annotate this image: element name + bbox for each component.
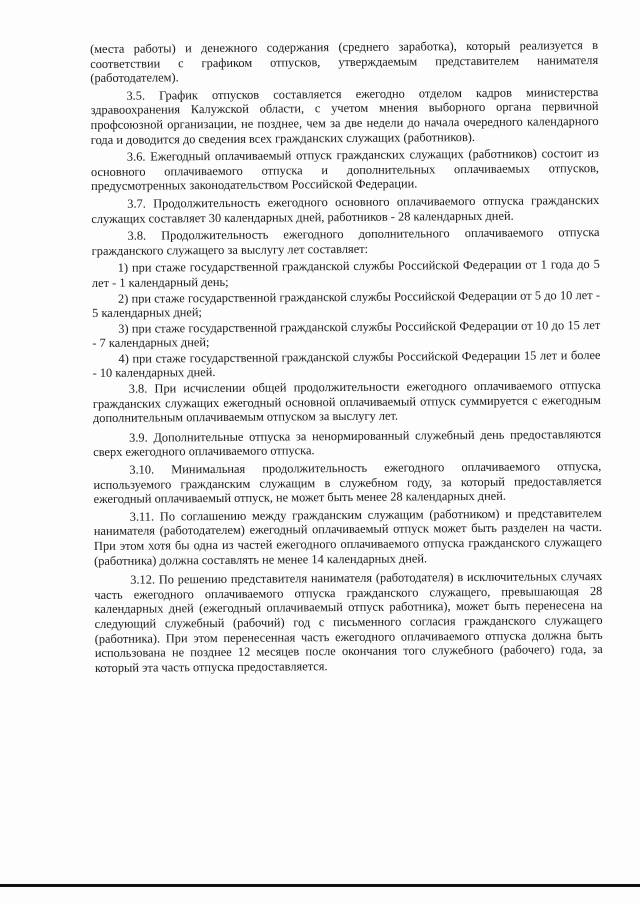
paragraph-3-6: 3.6. Ежегодный оплачиваемый отпуск гражданских служащих (работников) состоит из основного оплачиваемого отпуска и дополнительных оплачиваемых отпусков, предусмотренных законодательством Российской Федерации.	[90, 146, 600, 194]
list-item-3: 3) при стаже государственной гражданской службы Российской Федерации от 10 до 15 лет - 7 календарных дней;	[92, 317, 601, 351]
document-body	[90, 38, 603, 678]
scan-bottom-edge	[0, 884, 640, 887]
list-item-1: 1) при стаже государственной гражданской службы Российской Федерации от 1 года до 5 лет - 1 календарный день;	[91, 257, 600, 290]
paragraph-3-9: 3.9. Дополнительные отпуска за ненормированный служебный день предоставляются сверх ежегодного оплачиваемого отпуска.	[93, 426, 602, 460]
paragraph-3-7: 3.7. Продолжительность ежегодного основного оплачиваемого отпуска гражданских служащих составляет 30 календарных дней, работников - 28 календарных дней.	[91, 192, 600, 226]
paragraph-3-8-seniority: 3.8. Продолжительность ежегодного дополнительного оплачиваемого отпуска гражданского служащего за выслугу лет составляет:	[91, 225, 600, 258]
list-item-4: 4) при стаже государственной гражданской службы Российской Федерации 15 лет и более - 10 календарных дней.	[92, 347, 601, 381]
paragraph-3-10: 3.10. Минимальная продолжительность ежегодного оплачиваемого отпуска, используемого гражданским служащим в служебном году, за который предоставляется ежегодный оплачиваемый отпуск, не может быть менее 28 календарных дней.	[93, 459, 602, 507]
paragraph-3-8-summation: 3.8. При исчислении общей продолжительности ежегодного оплачиваемого отпуска гражданских служащих ежегодный основной оплачиваемый отпуск суммируется с ежегодным дополнительным оплачиваемым отпуском за выслугу лет.	[92, 378, 601, 426]
paragraph-3-12: 3.12. По решению представителя нанимателя (работодателя) в исключительных случаях часть ежегодного оплачиваемого отпуска гражданского служащего, превышающая 28 календарных дней (ежегодный оплачиваемый отпуск работника), может быть перенесена на следующий служебный (рабочий) год с письменного согласия гражданского служащего (работника). При этом перенесенная часть ежегодного оплачиваемого отпуска должна быть использована не позднее 12 месяцев после окончания того служебного (рабочего) года, за который эта часть отпуска предоставляется.	[94, 569, 603, 675]
list-item-2: 2) при стаже государственной гражданской службы Российской Федерации от 5 до 10 лет - 5 календарных дней;	[92, 287, 601, 321]
paragraph-3-11: 3.11. По соглашению между гражданским служащим (работником) и представителем нанимателя (работодателем) ежегодный оплачиваемый отпуск может быть разделен на части. При этом хотя бы одна из частей ежегодного оплачиваемого отпуска гражданского служащего (работника) должна составлять не менее 14 календарных дней.	[93, 505, 602, 568]
paragraph-continuation: (места работы) и денежного содержания (среднего заработка), который реализуется в соответствии с графиком отпусков, утверждаемым представителем нанимателя (работодателем).	[90, 38, 599, 86]
paragraph-3-5: 3.5. График отпусков составляется ежегодно отделом кадров министерства здравоохранения Калужской области, с учетом мнения выборного органа первичной профсоюзной организации, не позднее, чем за две недели до начала очередного календарного года и доводится до сведения всех гражданских служащих (работников).	[90, 84, 599, 147]
